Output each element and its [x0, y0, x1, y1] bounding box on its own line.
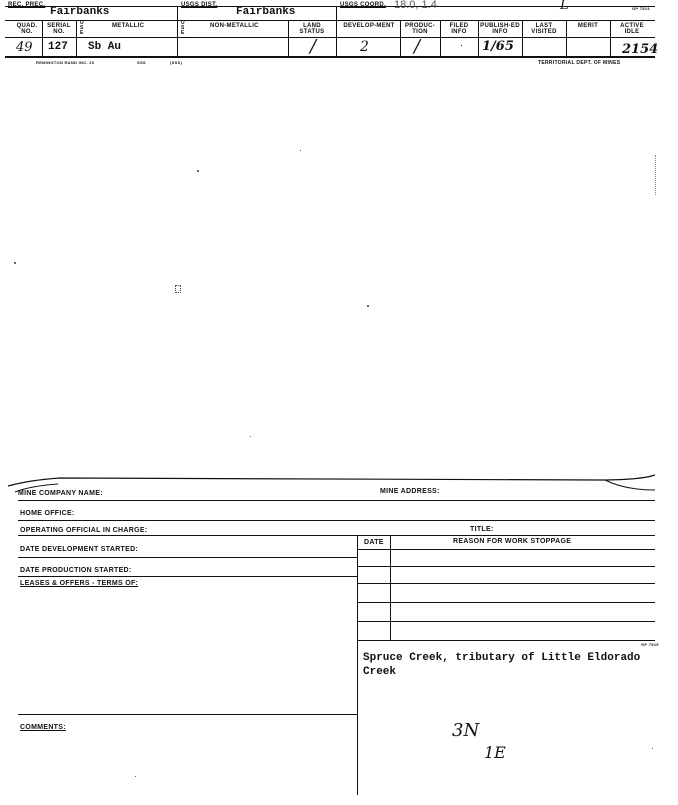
speck [197, 170, 199, 172]
line [357, 583, 655, 584]
home-office-label: HOME OFFICE: [20, 510, 75, 517]
printer-info: REMINGTON RAND INC. 20 [36, 60, 95, 65]
date-production-label: DATE PRODUCTION STARTED: [20, 567, 132, 574]
date-divider [390, 535, 391, 640]
production-header: PRODUC-TION [404, 23, 436, 35]
quad-no-header: QUAD. NO. [16, 23, 38, 35]
line [18, 557, 357, 558]
mine-company-label: MINE COMPANY NAME: [18, 490, 103, 497]
col-divider [522, 20, 523, 56]
col-divider [400, 20, 401, 56]
last-visited-header: LAST VISITED [531, 23, 557, 35]
development-value: 2 [360, 39, 369, 55]
land-status-value: / [310, 36, 317, 57]
date-development-label: DATE DEVELOPMENT STARTED: [20, 546, 139, 553]
reason-column-header: REASON FOR WORK STOPPAGE [453, 538, 572, 545]
row-line [5, 37, 655, 38]
code-b: (SSS) [170, 60, 183, 65]
speck [175, 285, 181, 293]
non-metallic-header: NON-METALLIC [210, 23, 259, 29]
line [357, 602, 655, 603]
col-divider [336, 20, 337, 56]
speck [135, 776, 136, 777]
active-idle-header: ACTIVE IDLE [620, 23, 644, 35]
speck [250, 436, 251, 437]
edge-mark [655, 155, 656, 195]
usgs-coord-value: 18.0, 1.4 [394, 0, 437, 11]
metallic-value: Sb Au [88, 41, 122, 53]
line [18, 500, 655, 501]
col-divider [478, 20, 479, 56]
production-value: / [414, 36, 421, 57]
date-column-header: DATE [364, 539, 384, 546]
serial-no-value: 127 [48, 41, 68, 53]
line [357, 640, 655, 641]
corner-mark: L [560, 0, 569, 13]
filed-info-value: . [460, 38, 463, 49]
location-line-1: Spruce Creek, tributary of Little Eldorado [363, 652, 641, 664]
line [18, 520, 655, 521]
active-idle-value: 2154 [622, 42, 659, 57]
code-a: SSS [137, 60, 146, 65]
line [18, 535, 655, 536]
form-number-small: GP 7515 [641, 642, 659, 647]
speck [300, 150, 301, 151]
form-number: GP 7514 [632, 6, 650, 11]
published-info-header: PUBLISH-ED INFO [480, 23, 520, 35]
quad-no-value: 49 [16, 40, 33, 55]
usgs-coord-label: USGS COORD. [340, 2, 386, 8]
rec-prec-value: Fairbanks [50, 6, 110, 18]
col-divider [440, 20, 441, 56]
divider [336, 6, 337, 20]
table-bottom-line [5, 56, 655, 58]
line [18, 576, 357, 577]
us-letters-nonmetallic: U S E [181, 20, 185, 36]
line [18, 714, 357, 715]
col-divider [288, 20, 289, 56]
serial-no-header: SERIAL NO. [47, 23, 71, 35]
metallic-header: METALLIC [112, 23, 145, 29]
department-label: TERRITORIAL DEPT. OF MINES [538, 60, 621, 66]
comments-label: COMMENTS: [20, 724, 66, 731]
col-divider [76, 20, 77, 56]
line [357, 549, 655, 550]
filed-info-header: FILED INFO [449, 23, 469, 35]
col-divider [566, 20, 567, 56]
divider [177, 6, 178, 20]
title-label: TITLE: [470, 526, 494, 533]
development-header: DEVELOP-MENT [343, 23, 395, 29]
township-mark: 3N [452, 720, 480, 741]
usgs-dist-value: Fairbanks [236, 6, 296, 18]
header-line [5, 20, 655, 21]
line [357, 621, 655, 622]
col-divider [177, 20, 178, 56]
location-line-2: Creek [363, 666, 397, 678]
mine-address-label: MINE ADDRESS: [380, 488, 440, 495]
range-mark: 1E [484, 743, 506, 762]
operating-official-label: OPERATING OFFICIAL IN CHARGE: [20, 527, 148, 534]
land-status-header: LAND STATUS [299, 23, 325, 35]
speck [652, 748, 653, 749]
usgs-dist-label: USGS DIST. [181, 2, 218, 8]
us-letters-metallic: U S E [80, 20, 84, 36]
leases-offers-label: LEASES & OFFERS - TERMS OF: [20, 580, 139, 587]
speck [367, 305, 369, 307]
col-divider [42, 20, 43, 56]
published-info-value: 1/65 [482, 39, 514, 54]
line [357, 566, 655, 567]
col-divider [610, 20, 611, 56]
speck [14, 262, 16, 264]
rec-prec-label: REC. PREC. [8, 2, 46, 8]
center-divider [357, 535, 358, 795]
merit-header: MERIT [577, 23, 599, 29]
